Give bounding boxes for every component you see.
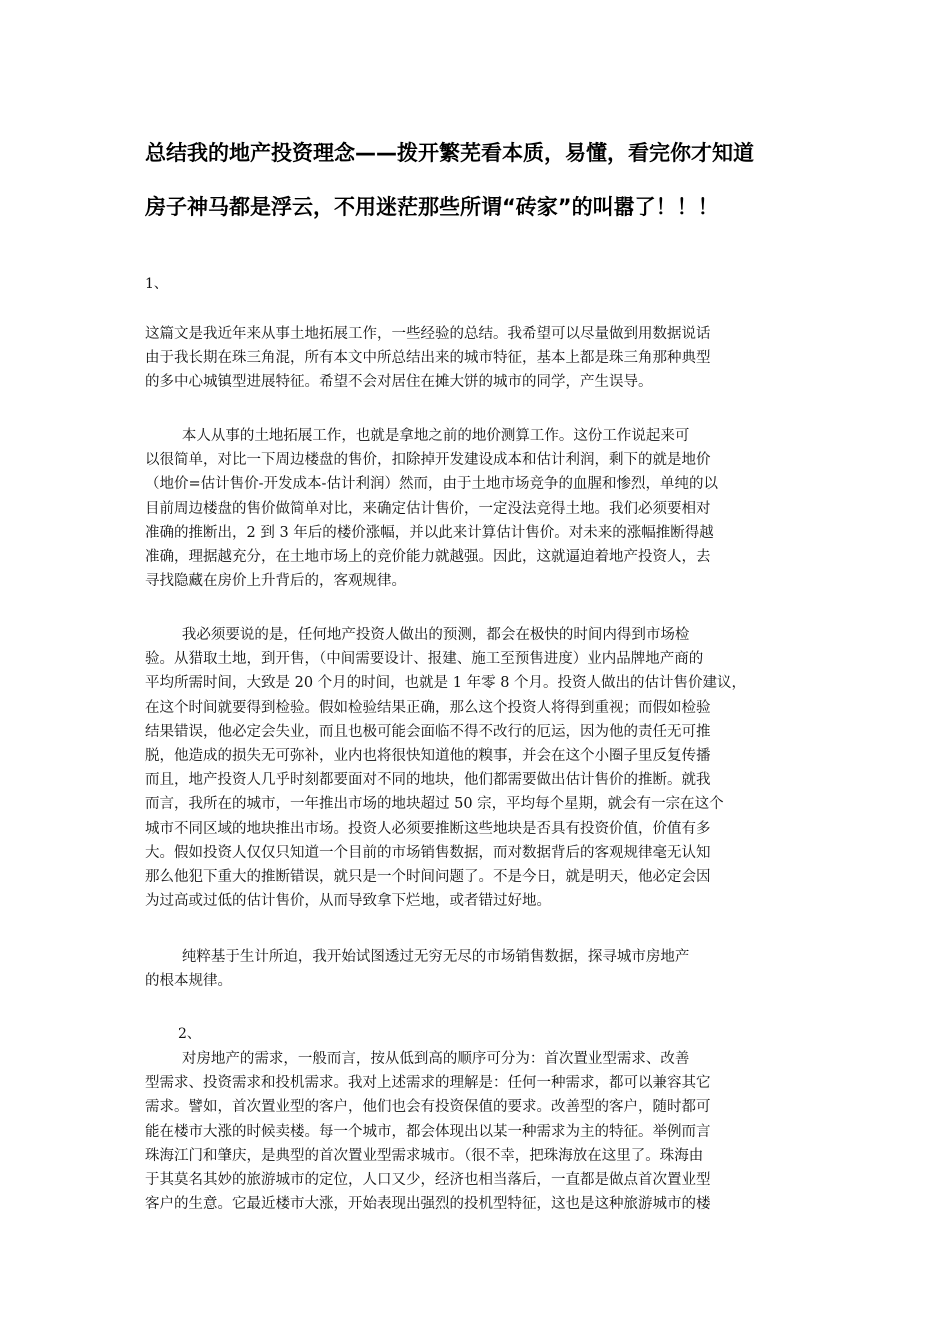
text-line: 珠海江门和肇庆，是典型的首次置业型需求城市。（很不幸，把珠海放在这里了。珠海由 — [145, 1147, 704, 1164]
paragraph-intro — [145, 322, 817, 395]
text-line: 的根本规律。 — [145, 973, 232, 990]
title-line-1: 总结我的地产投资理念——拨开繁芜看本质，易懂，看完你才知道 — [145, 141, 754, 165]
text-line: 纯粹基于生计所迫，我开始试图透过无穷无尽的市场销售数据，探寻城市房地产 — [145, 949, 690, 965]
text-line: 的多中心城镇型进展特征。希望不会对居住在摊大饼的城市的同学，产生误导。 — [145, 374, 653, 391]
text-line: 那么他犯下重大的推断错误，就只是一个时间问题了。不是今日，就是明天，他必定会因 — [145, 869, 711, 886]
text-line: 为过高或过低的估计售价，从而导致拿下烂地，或者错过好地。 — [145, 893, 551, 910]
text-line: 寻找隐藏在房价上升背后的，客观规律。 — [145, 573, 406, 590]
text-line: 在这个时间就要得到检验。假如检验结果正确，那么这个投资人将得到重视；而假如检验 — [145, 699, 711, 716]
text-line: 而且，地产投资人几乎时刻都要面对不同的地块，他们都需要做出估计售价的推断。就我 — [145, 772, 711, 789]
text-line: 我必须要说的是，任何地产投资人做出的预测，都会在极快的时间内得到市场检 — [145, 627, 690, 643]
text-line: 而言，我所在的城市，一年推出市场的地块超过 50 宗，平均每个星期，就会有一宗在这个 — [145, 796, 724, 813]
text-line: 这篇文是我近年来从事土地拓展工作，一些经验的总结。我希望可以尽量做到用数据说话 — [145, 326, 711, 342]
text-line: 结果错误，他必定会失业，而且也极可能会面临不得不改行的厄运，因为他的责任无可推 — [145, 723, 711, 740]
section-number-2: 2、 — [178, 1026, 201, 1042]
text-line: 对房地产的需求，一般而言，按从低到高的顺序可分为：首次置业型需求、改善 — [145, 1051, 690, 1067]
text-line: 以很简单，对比一下周边楼盘的售价，扣除掉开发建设成本和估计利润，剩下的就是地价 — [145, 452, 711, 469]
title-line-2: 房子神马都是浮云，不用迷茫那些所谓“砖家”的叫嚣了！！！ — [145, 195, 719, 219]
text-line: 型需求、投资需求和投机需求。我对上述需求的理解是：任何一种需求，都可以兼容其它 — [145, 1075, 711, 1092]
paragraph-land-expansion — [145, 424, 817, 593]
text-line: 准确，理据越充分，在土地市场上的竞价能力就越强。因此，这就逼迫着地产投资人，去 — [145, 549, 711, 566]
paragraph-market-test — [145, 623, 817, 913]
text-line: 能在楼市大涨的时候卖楼。每一个城市，都会体现出以某一种需求为主的特征。举例而言 — [145, 1123, 711, 1140]
text-line: 准确的推断出，2 到 3 年后的楼价涨幅，并以此来计算估计售价。对未来的涨幅推断得越 — [145, 524, 714, 541]
text-line: 验。从猎取土地，到开售，（中间需要设计、报建、施工至预售进度）业内品牌地产商的 — [145, 651, 704, 668]
text-line: 大。假如投资人仅仅只知道一个目前的市场销售数据，而对数据背后的客观规律毫无认知 — [145, 844, 711, 861]
paragraph-demand-types — [145, 1047, 817, 1216]
text-line: 需求。譬如，首次置业型的客户，他们也会有投资保值的要求。改善型的客户，随时都可 — [145, 1099, 711, 1116]
text-line: 平均所需时间，大致是 20 个月的时间，也就是 1 年零 8 个月。投资人做出的估计售价建议， — [145, 675, 747, 692]
text-line: 本人从事的土地拓展工作，也就是拿地之前的地价测算工作。这份工作说起来可 — [145, 428, 690, 444]
paragraph-motivation — [145, 945, 817, 993]
section-number-1: 1、 — [145, 276, 168, 292]
text-line: 于其莫名其妙的旅游城市的定位，人口又少，经济也相当落后，一直都是做点首次置业型 — [145, 1172, 711, 1189]
text-line: 脱，他造成的损失无可弥补，业内也将很快知道他的糗事，并会在这个小圈子里反复传播 — [145, 748, 711, 765]
text-line: 由于我长期在珠三角混，所有本文中所总结出来的城市特征，基本上都是珠三角那种典型 — [145, 350, 711, 367]
text-line: 城市不同区域的地块推出市场。投资人必须要推断这些地块是否具有投资价值，价值有多 — [145, 820, 711, 837]
text-line: 客户的生意。它最近楼市大涨，开始表现出强烈的投机型特征，这也是这种旅游城市的楼 — [145, 1196, 711, 1213]
text-line: 目前周边楼盘的售价做简单对比，来确定估计售价，一定没法竞得土地。我们必须要相对 — [145, 500, 711, 517]
text-line: （地价=估计售价-开发成本-估计利润）然而，由于土地市场竞争的血腥和惨烈，单纯的以 — [145, 476, 718, 493]
document-title — [145, 126, 825, 234]
